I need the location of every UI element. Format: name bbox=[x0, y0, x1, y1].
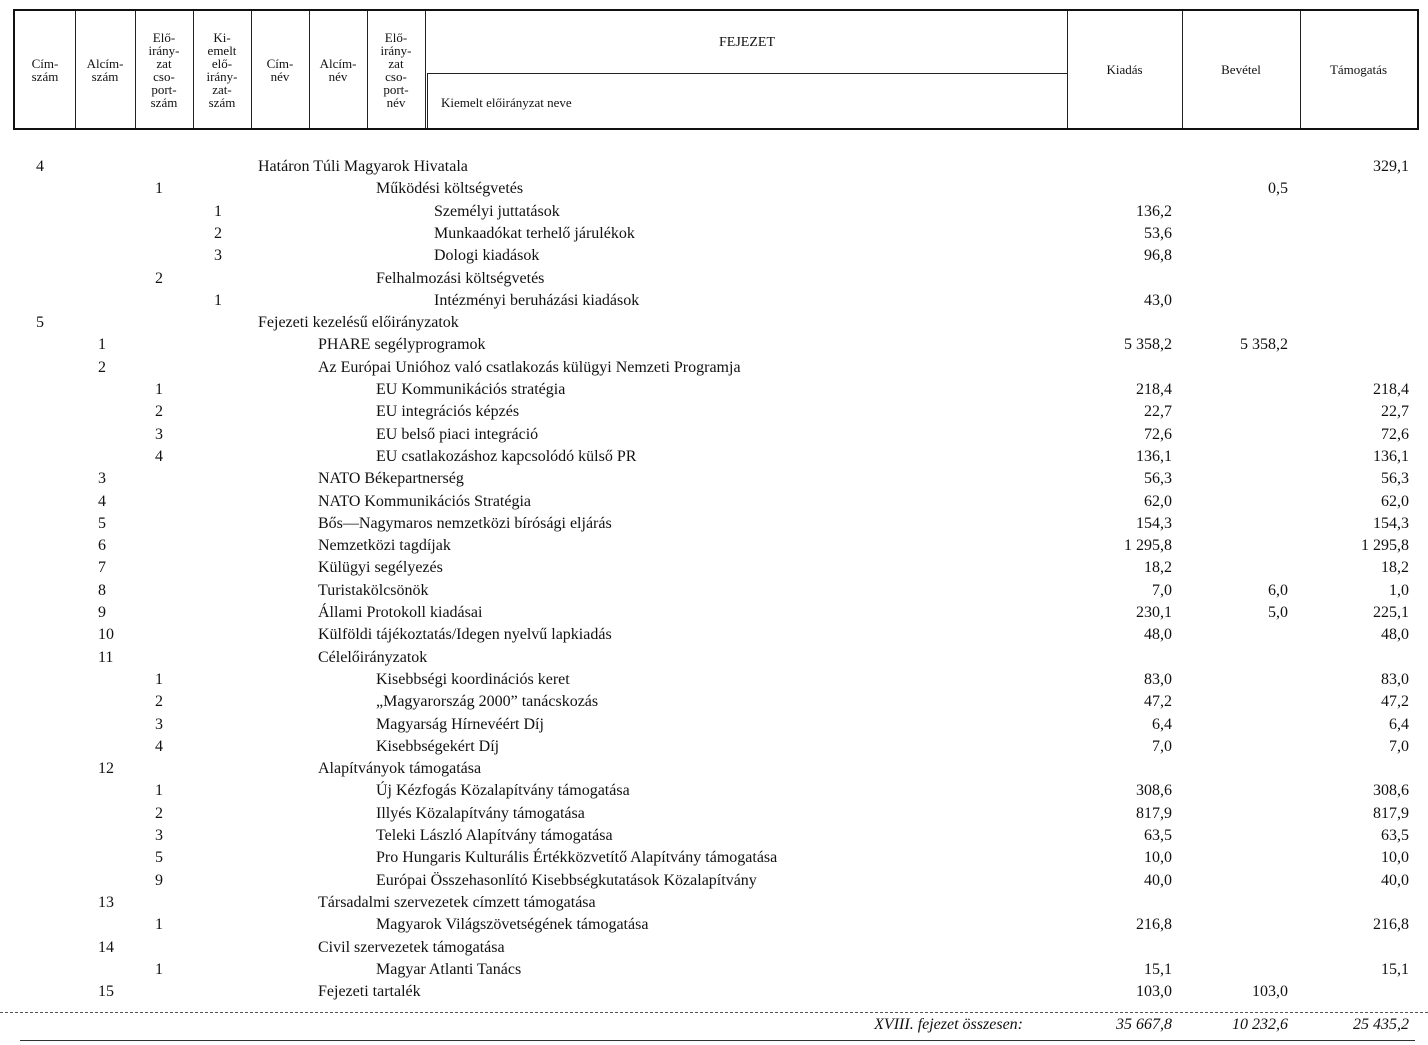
header-alcim-szam: Alcím- szám bbox=[86, 55, 124, 84]
table-row bbox=[0, 268, 1428, 290]
row-name: Fejezeti kezelésű előirányzatok bbox=[258, 314, 459, 332]
row-name: Új Kézfogás Közalapítvány támogatása bbox=[376, 782, 630, 800]
table-row bbox=[0, 178, 1428, 200]
row-name: Illyés Közalapítvány támogatása bbox=[376, 804, 585, 822]
eloiranyzat-csoport-szam: 2 bbox=[155, 269, 163, 287]
tamogatas-value: 62,0 bbox=[1381, 492, 1409, 510]
header-kiemelt-eloiranyzat-szam: Ki- emelt elő- irány- zat- szám bbox=[206, 29, 238, 110]
table-row bbox=[0, 647, 1428, 669]
tamogatas-value: 6,4 bbox=[1389, 715, 1409, 733]
header-fejezet-divider bbox=[427, 73, 1067, 74]
table-row bbox=[0, 424, 1428, 446]
table-row bbox=[0, 446, 1428, 468]
tamogatas-value: 7,0 bbox=[1389, 737, 1409, 755]
kiadas-value: 43,0 bbox=[1144, 291, 1172, 309]
tamogatas-value: 136,1 bbox=[1373, 447, 1409, 465]
table-row bbox=[0, 691, 1428, 713]
kiadas-value: 53,6 bbox=[1144, 224, 1172, 242]
tamogatas-value: 15,1 bbox=[1381, 960, 1409, 978]
table-row bbox=[0, 401, 1428, 423]
eloiranyzat-csoport-szam: 1 bbox=[155, 381, 163, 398]
kiadas-value: 72,6 bbox=[1144, 425, 1172, 443]
kiadas-value: 136,1 bbox=[1136, 447, 1172, 465]
row-name: Felhalmozási költségvetés bbox=[376, 269, 545, 287]
header-divider bbox=[425, 11, 426, 128]
eloiranyzat-csoport-szam: 2 bbox=[155, 804, 163, 822]
total-label: XVIII. fejezet összesen: bbox=[874, 1016, 1023, 1033]
row-name: Intézményi beruházási kiadások bbox=[434, 291, 640, 309]
bottom-rule bbox=[20, 1040, 1415, 1041]
kiadas-value: 83,0 bbox=[1144, 670, 1172, 688]
table-row bbox=[0, 602, 1428, 624]
row-name: EU Kommunikációs stratégia bbox=[376, 381, 566, 398]
eloiranyzat-csoport-szam: 1 bbox=[155, 180, 163, 198]
header-kiemelt-eloiranyzat-neve: Kiemelt előirányzat neve bbox=[441, 95, 572, 110]
total-row bbox=[0, 1014, 1428, 1036]
tamogatas-value: 218,4 bbox=[1373, 381, 1409, 398]
kiadas-value: 47,2 bbox=[1144, 693, 1172, 711]
kiemelt-eloiranyzat-szam: 1 bbox=[214, 202, 222, 220]
table-row bbox=[0, 491, 1428, 513]
tamogatas-value: 308,6 bbox=[1373, 782, 1409, 800]
header-bevetel: Bevétel bbox=[1221, 62, 1261, 77]
alcim-szam: 8 bbox=[98, 581, 106, 599]
row-name: Európai Összehasonlító Kisebbségkutatások Közalapítvány bbox=[376, 871, 757, 889]
kiadas-value: 62,0 bbox=[1144, 492, 1172, 510]
kiemelt-eloiranyzat-szam: 2 bbox=[214, 224, 222, 242]
tamogatas-value: 18,2 bbox=[1381, 559, 1409, 577]
alcim-szam: 14 bbox=[98, 938, 114, 956]
table-row bbox=[0, 312, 1428, 334]
alcim-szam: 11 bbox=[98, 648, 114, 666]
tamogatas-value: 40,0 bbox=[1381, 871, 1409, 889]
row-name: Alapítványok támogatása bbox=[318, 760, 482, 778]
table-row bbox=[0, 892, 1428, 914]
eloiranyzat-csoport-szam: 3 bbox=[155, 425, 163, 443]
table-row bbox=[0, 669, 1428, 691]
table-row bbox=[0, 245, 1428, 267]
header-fejezet: FEJEZET bbox=[719, 35, 775, 50]
eloiranyzat-csoport-szam: 4 bbox=[155, 737, 163, 755]
row-name: Fejezeti tartalék bbox=[318, 983, 421, 1001]
column-header-table bbox=[13, 9, 1419, 130]
row-name: Dologi kiadások bbox=[434, 247, 540, 265]
kiadas-value: 15,1 bbox=[1144, 960, 1172, 978]
header-tamogatas: Támogatás bbox=[1329, 62, 1388, 77]
table-row bbox=[0, 156, 1428, 178]
kiadas-value: 63,5 bbox=[1144, 827, 1172, 844]
row-name: Teleki László Alapítvány támogatása bbox=[376, 827, 613, 844]
cim-szam: 4 bbox=[36, 158, 44, 175]
total-kiadas: 35 667,8 bbox=[1116, 1016, 1172, 1033]
table-row bbox=[0, 847, 1428, 869]
table-row bbox=[0, 535, 1428, 557]
row-name: Célelőirányzatok bbox=[318, 648, 428, 666]
alcim-szam: 2 bbox=[98, 358, 106, 376]
tamogatas-value: 154,3 bbox=[1373, 514, 1409, 532]
alcim-szam: 6 bbox=[98, 537, 106, 555]
kiadas-value: 5 358,2 bbox=[1124, 336, 1172, 354]
alcim-szam: 10 bbox=[98, 626, 114, 644]
row-name: Külügyi segélyezés bbox=[318, 559, 443, 577]
kiadas-value: 7,0 bbox=[1152, 737, 1172, 755]
bevetel-value: 5,0 bbox=[1268, 604, 1288, 621]
alcim-szam: 12 bbox=[98, 760, 114, 778]
table-row bbox=[0, 334, 1428, 356]
row-name: Munkaadókat terhelő járulékok bbox=[434, 224, 635, 242]
table-row bbox=[0, 758, 1428, 780]
table-row bbox=[0, 357, 1428, 379]
row-name: Állami Protokoll kiadásai bbox=[318, 604, 483, 621]
alcim-szam: 3 bbox=[98, 470, 106, 488]
alcim-szam: 1 bbox=[98, 336, 106, 354]
bevetel-value: 0,5 bbox=[1268, 180, 1288, 198]
tamogatas-value: 47,2 bbox=[1381, 693, 1409, 711]
tamogatas-value: 216,8 bbox=[1373, 916, 1409, 934]
table-row bbox=[0, 379, 1428, 401]
header-divider bbox=[427, 73, 428, 128]
kiadas-value: 7,0 bbox=[1152, 581, 1172, 599]
kiadas-value: 18,2 bbox=[1144, 559, 1172, 577]
eloiranyzat-csoport-szam: 1 bbox=[155, 782, 163, 800]
header-cim-szam: Cím- szám bbox=[31, 55, 59, 84]
row-name: Külföldi tájékoztatás/Idegen nyelvű lapkiadás bbox=[318, 626, 612, 644]
row-name: EU belső piaci integráció bbox=[376, 425, 539, 443]
alcim-szam: 4 bbox=[98, 492, 106, 510]
table-row bbox=[0, 780, 1428, 802]
kiadas-value: 230,1 bbox=[1136, 604, 1172, 621]
tamogatas-value: 225,1 bbox=[1373, 604, 1409, 621]
table-row bbox=[0, 714, 1428, 736]
table-row bbox=[0, 959, 1428, 981]
table-row bbox=[0, 580, 1428, 602]
cim-szam: 5 bbox=[36, 314, 44, 332]
table-row bbox=[0, 513, 1428, 535]
table-row bbox=[0, 223, 1428, 245]
table-row bbox=[0, 201, 1428, 223]
total-tamogatas: 25 435,2 bbox=[1353, 1016, 1409, 1033]
row-name: Az Európai Unióhoz való csatlakozás külügyi Nemzeti Programja bbox=[318, 358, 741, 376]
bevetel-value: 103,0 bbox=[1252, 983, 1288, 1001]
eloiranyzat-csoport-szam: 4 bbox=[155, 447, 163, 465]
tamogatas-value: 83,0 bbox=[1381, 670, 1409, 688]
alcim-szam: 15 bbox=[98, 983, 114, 1001]
eloiranyzat-csoport-szam: 1 bbox=[155, 670, 163, 688]
bevetel-value: 5 358,2 bbox=[1240, 336, 1288, 354]
row-name: NATO Békepartnerség bbox=[318, 470, 464, 488]
eloiranyzat-csoport-szam: 3 bbox=[155, 827, 163, 844]
eloiranyzat-csoport-szam: 9 bbox=[155, 871, 163, 889]
row-name: Határon Túli Magyarok Hivatala bbox=[258, 158, 468, 175]
table-row bbox=[0, 736, 1428, 758]
header-cim-nev: Cím- név bbox=[266, 55, 294, 84]
table-row bbox=[0, 825, 1428, 847]
row-name: Turistakölcsönök bbox=[318, 581, 429, 599]
kiadas-value: 10,0 bbox=[1144, 849, 1172, 867]
kiadas-value: 136,2 bbox=[1136, 202, 1172, 220]
eloiranyzat-csoport-szam: 2 bbox=[155, 693, 163, 711]
row-name: NATO Kommunikációs Stratégia bbox=[318, 492, 532, 510]
row-name: Nemzetközi tagdíjak bbox=[318, 537, 451, 555]
row-name: EU integrációs képzés bbox=[376, 403, 520, 421]
header-alcim-nev: Alcím- név bbox=[319, 55, 357, 84]
kiadas-value: 218,4 bbox=[1136, 381, 1172, 398]
eloiranyzat-csoport-szam: 1 bbox=[155, 960, 163, 978]
row-name: Magyarság Hírnevéért Díj bbox=[376, 715, 544, 733]
kiadas-value: 56,3 bbox=[1144, 470, 1172, 488]
row-name: Bős—Nagymaros nemzetközi bírósági eljárás bbox=[318, 514, 612, 532]
tamogatas-value: 48,0 bbox=[1381, 626, 1409, 644]
total-top-rule bbox=[0, 1012, 1428, 1013]
row-name: Magyar Atlanti Tanács bbox=[376, 960, 522, 978]
tamogatas-value: 10,0 bbox=[1381, 849, 1409, 867]
header-eloiranyzat-csoport-szam: Elő- irány- zat cso- port- szám bbox=[148, 29, 180, 110]
header-eloiranyzat-csoport-nev: Elő- irány- zat cso- port- név bbox=[380, 29, 412, 110]
kiadas-value: 216,8 bbox=[1136, 916, 1172, 934]
kiadas-value: 154,3 bbox=[1136, 514, 1172, 532]
tamogatas-value: 1,0 bbox=[1389, 581, 1409, 599]
row-name: Magyarok Világszövetségének támogatása bbox=[376, 916, 649, 934]
kiadas-value: 22,7 bbox=[1144, 403, 1172, 421]
table-row bbox=[0, 937, 1428, 959]
tamogatas-value: 72,6 bbox=[1381, 425, 1409, 443]
row-name: Pro Hungaris Kulturális Értékközvetítő Alapítvány támogatása bbox=[376, 849, 778, 867]
tamogatas-value: 56,3 bbox=[1381, 470, 1409, 488]
table-row bbox=[0, 557, 1428, 579]
tamogatas-value: 329,1 bbox=[1373, 158, 1409, 175]
alcim-szam: 5 bbox=[98, 514, 106, 532]
table-row bbox=[0, 468, 1428, 490]
kiadas-value: 48,0 bbox=[1144, 626, 1172, 644]
kiadas-value: 40,0 bbox=[1144, 871, 1172, 889]
table-row bbox=[0, 803, 1428, 825]
tamogatas-value: 22,7 bbox=[1381, 403, 1409, 421]
row-name: Működési költségvetés bbox=[376, 180, 524, 198]
kiadas-value: 103,0 bbox=[1136, 983, 1172, 1001]
eloiranyzat-csoport-szam: 3 bbox=[155, 715, 163, 733]
kiadas-value: 1 295,8 bbox=[1124, 537, 1172, 555]
eloiranyzat-csoport-szam: 1 bbox=[155, 916, 163, 934]
table-row bbox=[0, 290, 1428, 312]
row-name: EU csatlakozáshoz kapcsolódó külső PR bbox=[376, 447, 637, 465]
tamogatas-value: 63,5 bbox=[1381, 827, 1409, 844]
total-bevetel: 10 232,6 bbox=[1232, 1016, 1288, 1033]
table-row bbox=[0, 914, 1428, 936]
tamogatas-value: 817,9 bbox=[1373, 804, 1409, 822]
row-name: Személyi juttatások bbox=[434, 202, 560, 220]
row-name: Civil szervezetek támogatása bbox=[318, 938, 505, 956]
kiadas-value: 817,9 bbox=[1136, 804, 1172, 822]
bevetel-value: 6,0 bbox=[1268, 581, 1288, 599]
tamogatas-value: 1 295,8 bbox=[1361, 537, 1409, 555]
row-name: Társadalmi szervezetek címzett támogatása bbox=[318, 893, 596, 911]
alcim-szam: 9 bbox=[98, 604, 106, 621]
header-kiadas: Kiadás bbox=[1106, 62, 1143, 77]
eloiranyzat-csoport-szam: 2 bbox=[155, 403, 163, 421]
row-name: PHARE segélyprogramok bbox=[318, 336, 486, 354]
eloiranyzat-csoport-szam: 5 bbox=[155, 849, 163, 867]
kiemelt-eloiranyzat-szam: 3 bbox=[214, 247, 222, 265]
table-row bbox=[0, 624, 1428, 646]
kiemelt-eloiranyzat-szam: 1 bbox=[214, 291, 222, 309]
row-name: „Magyarország 2000” tanácskozás bbox=[376, 693, 599, 711]
table-row bbox=[0, 981, 1428, 1003]
table-row bbox=[0, 870, 1428, 892]
kiadas-value: 308,6 bbox=[1136, 782, 1172, 800]
kiadas-value: 6,4 bbox=[1152, 715, 1172, 733]
kiadas-value: 96,8 bbox=[1144, 247, 1172, 265]
row-name: Kisebbségekért Díj bbox=[376, 737, 500, 755]
row-name: Kisebbségi koordinációs keret bbox=[376, 670, 570, 688]
alcim-szam: 7 bbox=[98, 559, 106, 577]
alcim-szam: 13 bbox=[98, 893, 114, 911]
